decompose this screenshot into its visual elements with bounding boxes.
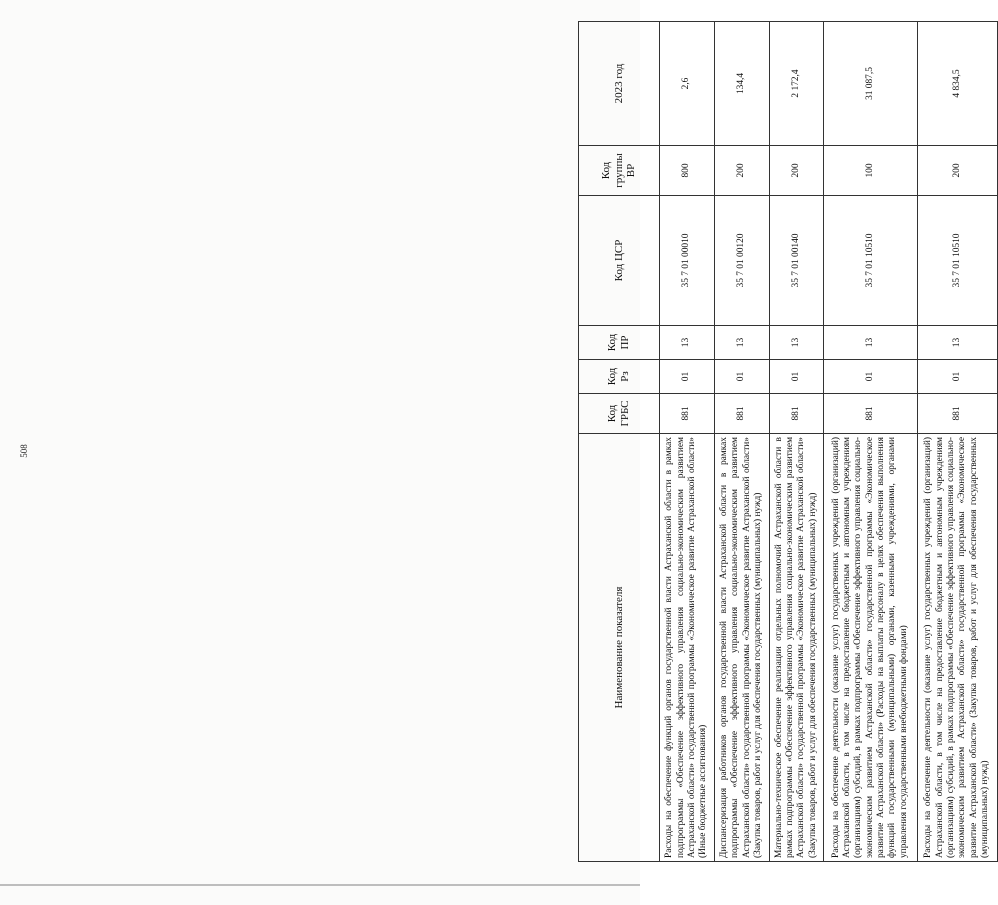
row-pr: 13 bbox=[917, 326, 997, 360]
row-grbs: 881 bbox=[660, 394, 715, 434]
row-vr: 100 bbox=[824, 146, 917, 196]
row-pr: 13 bbox=[660, 326, 715, 360]
row-vr: 200 bbox=[769, 146, 824, 196]
row-name: Расходы на обеспечение деятельности (оказание услуг) государственных учреждений (организаций) Астраханской области, в том числе на предоставление бюджетным и автономным учреждениям (организациям) субсидий, в рамках подпрограммы «Обеспечение эффективного управления социально-экономическим развитием Астраханской области» государственной программы «Экономическое развитие Астраханской области» (Расходы на выплаты персоналу в целях обеспечения выполнения функций государственными (муниципальными) органами, казенными учреждениями, органами управления государственными внебюджетными фондами) bbox=[824, 434, 917, 862]
table-row bbox=[769, 22, 824, 862]
header-vr: Код группы ВР bbox=[579, 146, 660, 196]
header-rz: Код Рз bbox=[579, 360, 660, 394]
table-row bbox=[824, 22, 917, 862]
row-rz: 01 bbox=[714, 360, 769, 394]
row-name: Расходы на обеспечение деятельности (оказание услуг) государственных учреждений (организаций) Астраханской области, в том числе на предоставление бюджетным и автономным учреждениям (организациям) субсидий, в рамках подпрограммы «Обеспечение эффективного управления социально-экономическим развитием Астраханской области» государственной программы «Экономическое развитие Астраханской области» (Закупка товаров, работ и услуг для обеспечения государственных (муниципальных) нужд) bbox=[917, 434, 997, 862]
row-name: Расходы на обеспечение функций органов государственной власти Астраханской области в рамках подпрограммы «Обеспечение эффективного управления социально-экономическим развитием Астраханской области» государственной программы «Экономическое развитие Астраханской области» (Иные бюджетные ассигнования) bbox=[660, 434, 715, 862]
table-body bbox=[660, 22, 998, 862]
row-vr: 200 bbox=[917, 146, 997, 196]
row-amount: 2 172,4 bbox=[769, 22, 824, 146]
row-csr: 35 7 01 10510 bbox=[917, 196, 997, 326]
row-csr: 35 7 01 00010 bbox=[660, 196, 715, 326]
budget-table bbox=[578, 21, 998, 862]
row-grbs: 881 bbox=[769, 394, 824, 434]
header-row bbox=[579, 22, 660, 862]
row-amount: 4 834,5 bbox=[917, 22, 997, 146]
row-pr: 13 bbox=[824, 326, 917, 360]
row-csr: 35 7 01 00140 bbox=[769, 196, 824, 326]
table-header bbox=[579, 22, 660, 862]
row-grbs: 881 bbox=[917, 394, 997, 434]
row-pr: 13 bbox=[769, 326, 824, 360]
row-rz: 01 bbox=[660, 360, 715, 394]
scan-edge-line bbox=[0, 884, 640, 886]
rotated-content bbox=[578, 22, 998, 862]
row-csr: 35 7 01 00120 bbox=[714, 196, 769, 326]
row-vr: 200 bbox=[714, 146, 769, 196]
table-row bbox=[660, 22, 715, 862]
header-name: Наименование показателя bbox=[579, 434, 660, 862]
row-rz: 01 bbox=[917, 360, 997, 394]
header-pr: Код ПР bbox=[579, 326, 660, 360]
row-grbs: 881 bbox=[714, 394, 769, 434]
row-csr: 35 7 01 10510 bbox=[824, 196, 917, 326]
row-vr: 800 bbox=[660, 146, 715, 196]
table-row bbox=[917, 22, 997, 862]
page-number: 508 bbox=[19, 444, 29, 458]
row-pr: 13 bbox=[714, 326, 769, 360]
row-rz: 01 bbox=[824, 360, 917, 394]
header-year: 2023 год bbox=[579, 22, 660, 146]
row-amount: 2,6 bbox=[660, 22, 715, 146]
row-amount: 31 087,5 bbox=[824, 22, 917, 146]
row-name: Материально-техническое обеспечение реализации отдельных полномочий Астраханской области в рамках подпрограммы «Обеспечение эффективного управления социально-экономическим развитием Астраханской области» государственной программы «Экономическое развитие Астраханской области» (Закупка товаров, работ и услуг для обеспечения государственных (муниципальных) нужд) bbox=[769, 434, 824, 862]
row-rz: 01 bbox=[769, 360, 824, 394]
header-grbs: Код ГРБС bbox=[579, 394, 660, 434]
header-csr: Код ЦСР bbox=[579, 196, 660, 326]
row-name: Диспансеризация работников органов государственной власти Астраханской области в рамках подпрограммы «Обеспечение эффективного управления социально-экономическим развитием Астраханской области» государственной программы «Экономическое развитие Астраханской области» (Закупка товаров, работ и услуг для обеспечения государственных (муниципальных) нужд) bbox=[714, 434, 769, 862]
table-row bbox=[714, 22, 769, 862]
row-grbs: 881 bbox=[824, 394, 917, 434]
row-amount: 134,4 bbox=[714, 22, 769, 146]
